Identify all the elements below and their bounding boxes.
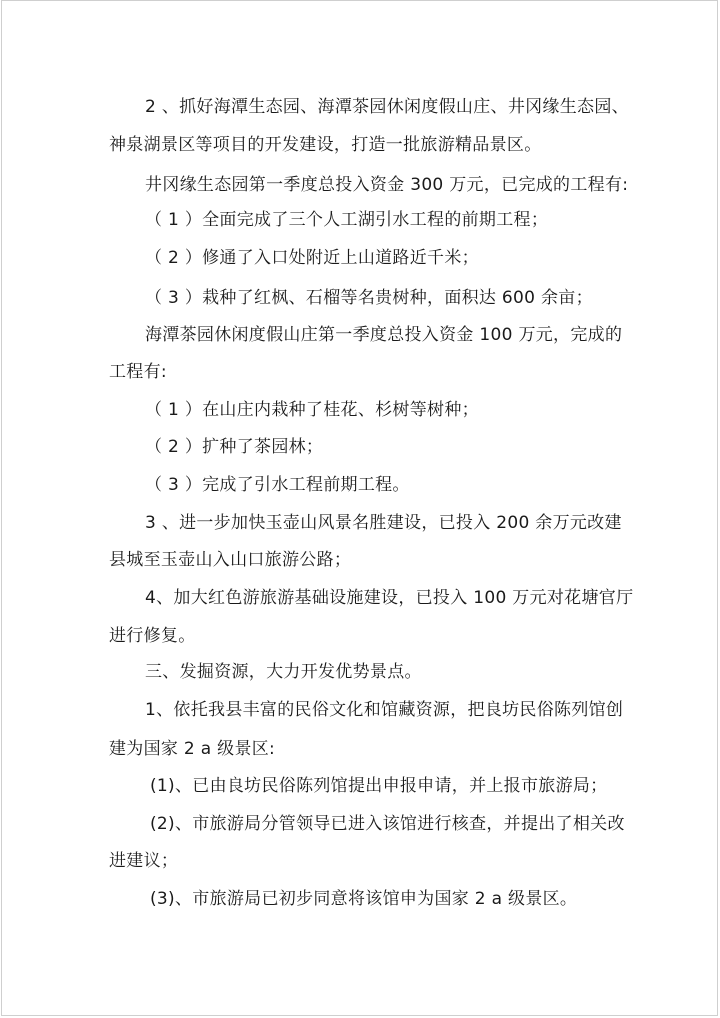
text-line-21: 进建议；: [109, 851, 179, 871]
text-line-13: 县城至玉壶山入山口旅游公路；: [109, 550, 352, 570]
text-line-1: 2 、抓好海潭生态园、海潭茶园休闲度假山庄、井冈缘生态园、: [145, 97, 629, 117]
text-line-4: （ 1 ）全面完成了三个人工湖引水工程的前期工程；: [145, 210, 549, 230]
text-line-2: 神泉湖景区等项目的开发建设，打造一批旅游精品景区。: [109, 135, 542, 155]
text-line-10: （ 2 ）扩种了茶园林；: [145, 437, 324, 457]
text-line-14: 4、加大红色游旅游基础设施建设，已投入 100 万元对花塘官厅: [145, 588, 634, 608]
text-line-15: 进行修复。: [109, 626, 196, 646]
text-line-16: 三、发掘资源，大力开发优势景点。: [145, 662, 422, 682]
text-line-19: (1)、已由良坊民俗陈列馆提出申报申请，并上报市旅游局；: [150, 776, 608, 796]
text-line-8: 工程有:: [109, 362, 167, 382]
text-line-17: 1、依托我县丰富的民俗文化和馆藏资源，把良坊民俗陈列馆创: [145, 700, 624, 720]
text-line-22: (3)、市旅游局已初步同意将该馆申为国家 2 a 级景区。: [150, 889, 578, 909]
text-line-6: （ 3 ）栽种了红枫、石榴等名贵树种，面积达 600 余亩；: [145, 288, 593, 308]
text-line-7: 海潭茶园休闲度假山庄第一季度总投入资金 100 万元，完成的: [145, 325, 623, 345]
text-line-11: （ 3 ）完成了引水工程前期工程。: [145, 475, 410, 495]
text-line-20: (2)、市旅游局分管领导已进入该馆进行核查，并提出了相关改: [150, 814, 625, 834]
text-line-18: 建为国家 2 a 级景区:: [109, 739, 276, 759]
text-line-5: （ 2 ）修通了入口处附近上山道路近千米；: [145, 248, 479, 268]
text-line-9: （ 1 ）在山庄内栽种了桂花、杉树等树种；: [145, 400, 479, 420]
text-line-3: 井冈缘生态园第一季度总投入资金 300 万元，已完成的工程有:: [145, 175, 629, 195]
text-line-12: 3 、进一步加快玉壶山风景名胜建设，已投入 200 余万元改建: [145, 513, 622, 533]
